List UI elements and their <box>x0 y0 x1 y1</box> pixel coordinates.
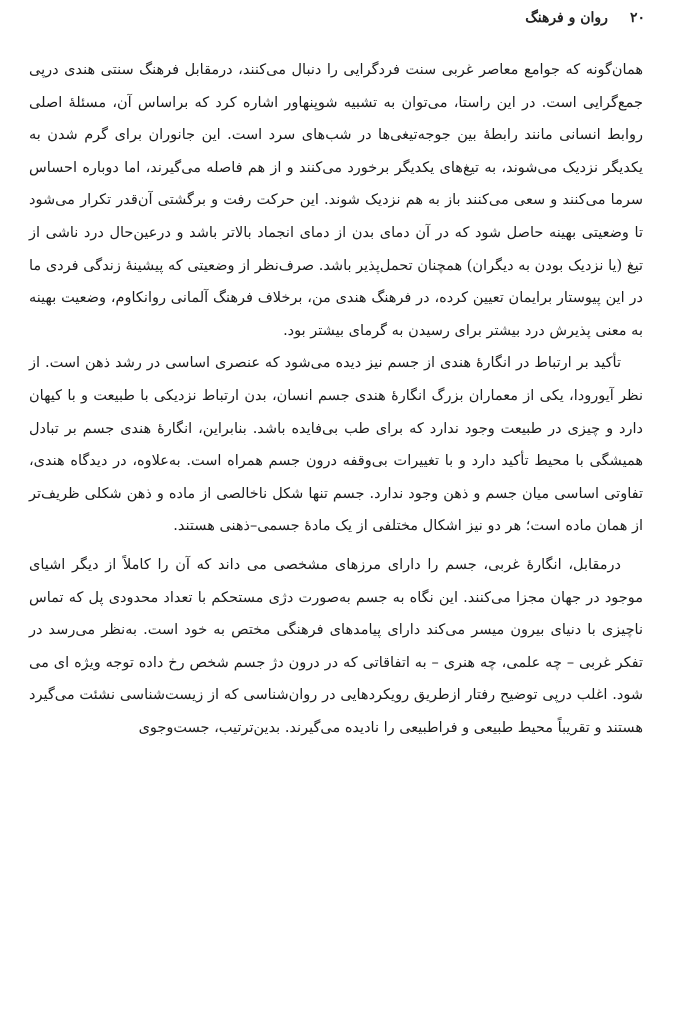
running-title: روان و فرهنگ <box>525 10 608 26</box>
page-number: ۲۰ <box>629 10 645 26</box>
running-header <box>30 10 645 36</box>
paragraph-1: همان‌گونه که جوامع معاصر غربی سنت فردگرایی را دنبال می‌کنند، درمقابل فرهنگ سنتی هندی درپی جمع‌گرایی است. در این راستا، می‌توان به تشبیه شوپنهاور اشاره کرد که براساس آن، مسئلهٔ اصلی روابط انسانی مانند رابطهٔ بین جوجه‌تیغی‌ها در شب‌های سرد است. این جانوران برای گرم شدن به یکدیگر نزدیک می‌شوند، به تیغ‌های یکدیگر برخورد می‌کنند و از هم فاصله می‌گیرند، اما دوباره احساس سرما می‌کنند و سعی می‌کنند باز به هم نزدیک شوند. این حرکت رفت و برگشتی آن‌قدر تکرار می‌شود تا وضعیتی بهینه حاصل شود که در آن دمای بدن از دمای انجماد بالاتر باشد و درعین‌حال درد ناشی از تیغ (یا نزدیک بودن به دیگران) همچنان تحمل‌پذیر باشد. صرف‌نظر از وضعیتی که پیشینهٔ زندگی فردی ما در این پیوستار برایمان تعیین کرده، در فرهنگ هندی من، برخلاف فرهنگ آلمانی روانکاوم، وضعیت بهینه به معنی پذیرش درد بیشتر برای رسیدن به گرمای بیشتر بود. <box>29 62 643 339</box>
paragraph-2: تأکید بر ارتباط در انگارهٔ هندی از جسم نیز دیده می‌شود که عنصری اساسی در رشد ذهن است. از نظر آیورودا، یکی از معماران بزرگ انگارهٔ هندی جسم انسان، بدن ارتباط نزدیکی با طبیعت و با کیهان دارد و چیزی در طبیعت وجود ندارد که برای طب بی‌فایده باشد. بنابراین، انگارهٔ هندی جسم بر تبادل همیشگی با محیط تأکید دارد و با تغییرات بی‌وقفه درون جسم همراه است. به‌علاوه، در دیدگاه هندی، تفاوتی اساسی میان جسم و ذهن وجود ندارد. جسم تنها شکل ناخالصی از ماده و ذهن شکلی ظریف‌تر از همان ماده است؛ هر دو نیز اشکال مختلفی از یک مادهٔ جسمی–ذهنی هستند. <box>29 355 643 535</box>
paragraph-3: درمقابل، انگارهٔ غربی، جسم را دارای مرزهای مشخصی می داند که آن را کاملاً از دیگر اشیای موجود در جهان مجزا می‌کنند. این نگاه به جسم به‌صورت دژی مستحکم با تعداد محدودی پل که تماس ناچیزی با دنیای بیرون میسر می‌کند دارای پیامدهای فرهنگی مختص به خود است. به‌نظر می‌رسد در تفکر غربی – چه علمی، چه هنری – به اتفاقاتی که در درون دژ جسم شخص رخ داده توجه ویژه ای می شود. اغلب درپی توضیح رفتار ازطریق رویکردهایی در روان‌شناسی که از زیست‌شناسی نشئت می‌گیرد هستند و تقریباً محیط طبیعی و فراطبیعی را نادیده می‌گیرند. بدین‌ترتیب، جست‌وجوی <box>29 556 643 736</box>
body-text <box>29 54 643 744</box>
